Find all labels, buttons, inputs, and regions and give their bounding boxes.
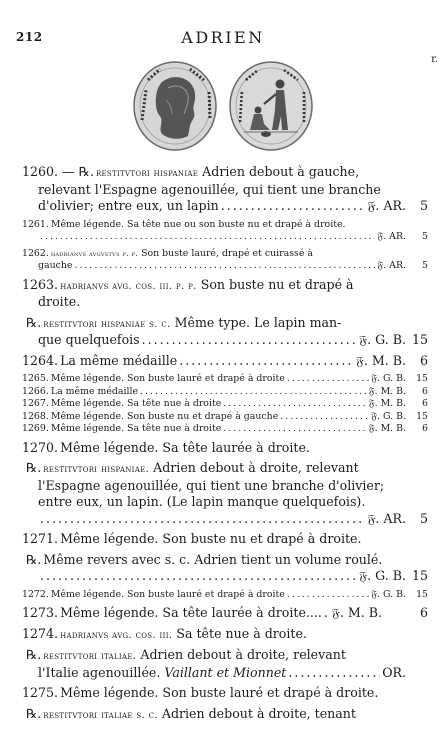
grade: 𝔉. G. B. [359,568,406,583]
entry-1272 [22,589,428,602]
entry-description: Adrien debout à gauche, [202,164,360,179]
entry-number: 1269. [22,423,49,434]
coin-reverse-image [228,60,314,152]
entry-description: Même légende. Sa tête nue ou son buste nu et drapé à droite. [50,218,346,230]
grade: 𝔉. M. B. [331,605,383,620]
coin-legend: restitvtori italiae s. c. [43,708,158,721]
leader-dots [324,605,330,622]
catalogue-entries [22,164,428,723]
price: 5 [419,198,428,213]
entry-description: Même légende. Sa tête nue à droite [50,398,222,409]
page-number: 212 [16,30,43,44]
grade: 𝔉. AR. [367,510,406,526]
price: 15 [416,588,428,600]
price: 6 [422,423,428,434]
entry-description: La même médaille [50,385,139,397]
grade: 𝔉. AR. [377,260,406,271]
entry-number: 1271. [22,531,59,546]
entry-number: 1264. [22,352,59,368]
entry-1261 [22,219,428,244]
reverse-mark: ℞. [26,647,42,662]
grade: 𝔉. G. B. [371,373,406,384]
price: 5 [422,231,428,242]
entry-number: 1273. [22,605,59,620]
reverse-mark: ℞. [26,705,42,721]
price: 15 [411,568,428,583]
price: 6 [422,398,428,409]
leader-dots [179,353,354,370]
entry-description: Son buste lauré, drapé et cuirassé à [141,247,313,259]
leader-dots [280,411,369,424]
entry-1264 [22,353,428,370]
coin-legend: hadrianvs avg. cos. iii. p. p. [60,279,197,292]
entry-1263-reverse [22,315,428,349]
leader-dots [40,568,357,585]
entry-1266 [22,386,428,399]
running-head-title: ADRIEN [181,28,265,47]
leader-dots [74,260,375,273]
entry-1270 [22,440,428,457]
entry-description: La même médaille [60,352,178,368]
leader-dots [288,665,380,682]
entry-description: l'Espagne agenouillée, qui tient une branche d'olivier; [38,477,385,493]
entry-1262 [22,248,428,273]
entry-description: que quelquefois [38,332,140,347]
page-header [0,28,446,65]
entry-description: Même légende. Son buste lauré et drapé à droite [50,588,285,600]
grade: 𝔉. AR. [367,198,406,213]
entry-description: Même légende. Son buste lauré et drapé à droite [50,373,285,384]
entry-number: 1261. [22,218,49,230]
entry-number: 1275. [22,685,59,700]
grade: 𝔉. M. B. [368,423,406,434]
entry-description: Même revers avec s. c. Adrien tient un volume roulé. [43,551,383,567]
reverse-mark: ℞. [26,551,42,567]
entry-1265 [22,373,428,386]
leader-dots [142,332,357,349]
coin-legend: restitvtori hispaniae. [43,463,150,475]
leader-dots [223,423,366,436]
entry-number: 1268. [22,410,49,422]
entry-description: Adrien debout à droite, tenant [161,705,356,721]
coin-obverse-image [132,60,218,152]
corner-mark: r. [431,54,438,65]
entry-number: 1274. [22,625,59,641]
entry-description: gauche [38,260,73,271]
grade: 𝔉. G. B. [371,588,406,600]
coin-legend: restitvtori italiae. [43,650,137,662]
entry-description: Même légende. Son buste nu et drapé à droite. [60,531,362,546]
coin-legend: hadrianvs avgvstvs p. p. [50,248,139,258]
grade: 𝔉. G. B. [359,332,406,347]
entry-number: 1266. [22,385,49,397]
entry-1271-reverse [22,552,428,585]
grade: 𝔉. M. B. [355,352,406,368]
entry-description: Même légende. Sa tête laurée à droite.... [60,605,322,620]
entry-1267 [22,398,428,411]
entry-description: Son buste nu et drapé à [200,276,354,292]
source-citation: Vaillant et Mionnet [164,664,287,680]
entry-1270-reverse [22,460,428,527]
price: 5 [419,510,428,526]
entry-number: 1270. [22,439,59,455]
entry-number: 1272. [22,588,49,600]
entry-1263 [22,277,428,311]
entry-1269 [22,423,428,436]
price: 15 [416,373,428,384]
grade: 𝔉. G. B. [371,410,406,422]
entry-description: Même type. Le lapin man- [174,314,342,330]
entry-description: Sa tête nue à droite. [176,625,307,641]
reverse-mark: ℞. [26,460,42,475]
entry-1260 [22,164,428,215]
price: 6 [419,605,428,620]
leader-dots [287,373,369,386]
entry-number: 1260. — ℞. [22,164,94,179]
grade: 𝔉. M. B. [368,385,406,397]
coin-illustrations [132,60,312,156]
entry-description: Même légende. Sa tête laurée à droite. [60,439,310,455]
entry-description: l'Italie agenouillée. [38,664,161,680]
coin-legend: restitvtori hispaniae s. c. [43,317,171,330]
price: 5 [422,260,428,271]
grade: OR. [382,664,406,680]
leader-dots [221,198,366,215]
entry-description: Même légende. Son buste nu et drapé à gauche [50,410,279,422]
grade: 𝔉. M. B. [368,398,406,409]
grade: 𝔉. AR. [377,231,406,242]
entry-1274 [22,626,428,644]
entry-description: relevant l'Espagne agenouillée, qui tient une branche [38,181,381,197]
entry-number: 1265. [22,373,49,384]
price: 15 [416,410,428,422]
entry-description: Adrien debout à droite, relevant [140,647,346,662]
coin-legend: restitvtori hispaniae [95,167,199,179]
price: 6 [422,385,428,397]
entry-1275 [22,685,428,702]
coin-legend: hadrianvs avg. cos. iii. [60,628,173,641]
reverse-mark: ℞. [26,314,42,330]
entry-description: Adrien debout à droite, relevant [153,460,359,475]
entry-description: Même légende. Sa tête nue à droite [50,423,222,434]
entry-1271 [22,531,428,548]
entry-1275-reverse [22,706,428,724]
entry-description: droite. [38,294,81,309]
leader-dots [140,386,367,399]
entry-description: d'olivier; entre eux, un lapin [38,198,219,213]
price: 6 [419,352,428,368]
leader-dots [40,231,375,244]
entry-number: 1263. [22,276,59,292]
entry-number: 1267. [22,398,49,409]
leader-dots [223,398,366,411]
leader-dots [287,589,369,602]
entry-description: entre eux, un lapin. (Le lapin manque quelquefois). [38,494,366,509]
leader-dots [40,511,365,528]
entry-description: Même légende. Son buste lauré et drapé à droite. [60,685,379,700]
entry-number: 1262. [22,247,49,259]
entry-1273 [22,605,428,622]
price: 15 [411,332,428,347]
entry-1274-reverse [22,647,428,681]
entry-1268 [22,411,428,424]
